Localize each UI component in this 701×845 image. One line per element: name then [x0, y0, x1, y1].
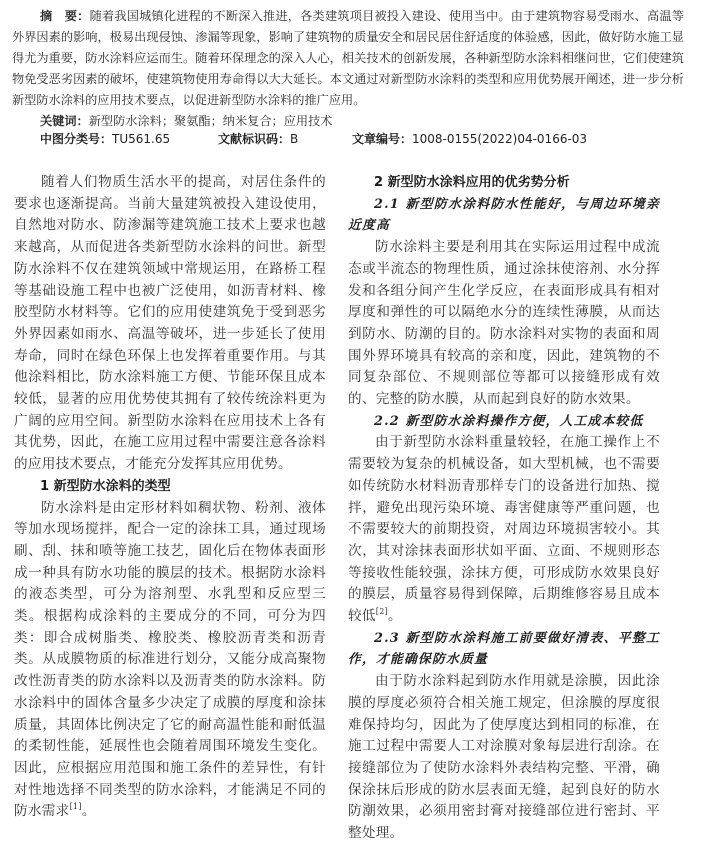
abstract-block: [12, 6, 684, 132]
section-1-end: 。: [81, 803, 96, 820]
keywords-label: 关键词：: [40, 114, 89, 128]
article-meta-row: [40, 130, 680, 150]
subsection-2-2-heading: 2.2 新型防水涂料操作方便，人工成本较低: [374, 413, 644, 429]
section-1-heading: 1 新型防水涂料的类型: [40, 478, 171, 494]
keywords-text: 新型防水涂料；聚氨酯；纳米复合；应用技术: [88, 114, 333, 128]
intro-paragraph: 随着人们物质生活水平的提高，对居住条件的要求也逐渐提高。当前大量建筑被投入建设使用，自然地对防水、防渗漏等建筑施工技术上要求也越来越高，从而促进各类新型防水涂料的问世。新型防水涂料不仅在建筑领域中常规运用，在路桥工程等基础设施工程中也被广泛使用，如沥青材料、橡胶型防水材料等。它们的应用使建筑免于受到恶劣外界因素如雨水、高温等破坏，进一步延长了使用寿命，同时在绿色环保上也发挥着重要作用。与其他涂料相比，防水涂料施工方便、节能环保且成本较低，显著的应用优势使其拥有了较传统涂料更为广阔的应用空间。新型防水涂料在应用技术上各有其优势，因此，在施工应用过程中需要注意各涂料的应用技术要点，才能充分发挥其应用优势。: [14, 174, 326, 473]
section-2-heading: 2 新型防水涂料应用的优劣势分析: [374, 175, 570, 190]
article-number-label: 文章编号：: [352, 132, 413, 146]
article-number: [352, 130, 587, 147]
document-code: [218, 130, 298, 147]
abstract-paragraph: [12, 6, 684, 111]
abstract-text: 随着我国城镇化进程的不断深入推进，各类建筑项目被投入建设、使用当中。由于建筑物容易受雨水、高温等外界因素的影响，极易出现侵蚀、渗漏等现象，影响了建筑物的质量安全和居民居住舒适度的体验感，因此，做好防水施工显得尤为重要，防水涂料应运而生。随着环保理念的深入人心，相关技术的创新发展，各种新型防水涂料相继问世，它们使建筑物免受恶劣因素的破坏，使建筑物使用寿命得以大大延长。本文通过对新型防水涂料的类型和应用优势展开阐述，进一步分析新型防水涂料的应用技术要点，以促进新型防水涂料的推广应用。: [12, 9, 685, 107]
right-column: [348, 172, 660, 845]
subsection-2-1-paragraph: 防水涂料主要是利用其在实际运用过程中成流态或半流态的物理性质，通过涂抹使溶剂、水分挥发和各组分间产生化学反应，在表面形成具有相对厚度和弹性的可以隔绝水分的连续性薄膜，从而达到防水、防潮的目的。防水涂料对实物的表面和周围外界环境具有较高的亲和度，因此，建筑物的不同复杂部位、不规则部位等都可以接缝形成有效的、完整的防水膜，从而起到良好的防水效果。: [348, 239, 660, 408]
clc-label: 中图分类号：: [40, 132, 113, 146]
abstract-label: 摘 要：: [40, 9, 90, 23]
subsection-2-2-paragraph: [348, 432, 660, 627]
section-1-text: 防水涂料是由定形材料如稠状物、粉剂、液体等加水现场搅拌，配合一定的涂抹工具，通过现场刷、刮、抹和喷等施工技艺，固化后在物体表面形成一种具有防水功能的膜层的技术。根据防水涂料的液态类型，可分为溶剂型、水乳型和反应型三类。根据构成涂料的主要成分的不同，可分为四类：即合成树脂类、橡胶类、橡胶沥青类和沥青类。从成膜物质的标准进行划分，又能分成高聚物改性沥青类的防水涂料以及沥青类的防水涂料。防水涂料中的固体含量多少决定了成膜的厚度和涂抹质量，其固体比例决定了它的耐高温性能和耐低温的柔韧性能，延展性也会随着周围环境发生变化。因此，应根据应用范围和施工条件的差异性，有针对性地选择不同类型的防水涂料，才能满足不同的防水需求: [14, 499, 326, 820]
article-number-value: 1008-0155(2022)04-0166-03: [412, 132, 588, 146]
document-code-label: 文献标识码：: [218, 132, 291, 146]
subsection-2-3-heading: 2.3 新型防水涂料施工前要做好清表、平整工作，才能确保防水质量: [348, 630, 660, 668]
section-1-paragraph: [14, 498, 326, 824]
document-code-value: B: [290, 132, 299, 146]
clc-value: TU561.65: [112, 132, 171, 146]
subsection-2-2-end: 。: [388, 608, 402, 625]
subsection-2-3-paragraph: 由于防水涂料起到防水作用就是涂膜，因此涂膜的厚度必须符合相关施工规定，但涂膜的厚度很难保持均匀，因此为了使厚度达到相同的标准，在施工过程中需要人工对涂膜对象每层进行刮涂。在接缝部位为了使防水涂料外表结构完整、平滑，确保涂抹后形成的防水层表面无缝，起到良好的防水防潮效果，必须用密封膏对接缝部位进行密封、平整处理。: [348, 673, 660, 842]
subsection-2-1-heading: 2.1 新型防水涂料防水性能好，与周边环境亲近度高: [348, 196, 660, 234]
subsection-2-2-text: 由于新型防水涂料重量较轻，在施工操作上不需要较为复杂的机械设备，如大型机械，也不需要如传统防水材料沥青那样专门的设备进行加热、搅拌，避免出现污染环境、毒害健康等严重问题，也不需要较大的前期投资，对周边环境损害较小。其次，其对涂抹表面形状如平面、立面、不规则形态等接收性能较强，涂抹方便，可形成防水效果良好的膜层，质量容易得到保障，后期维修容易且成本较低: [348, 434, 660, 625]
left-column: [14, 172, 326, 823]
citation-1[interactable]: [1]: [69, 802, 82, 812]
citation-2[interactable]: [2]: [375, 607, 389, 617]
clc-number: [40, 130, 170, 147]
keywords-line: [12, 111, 684, 132]
